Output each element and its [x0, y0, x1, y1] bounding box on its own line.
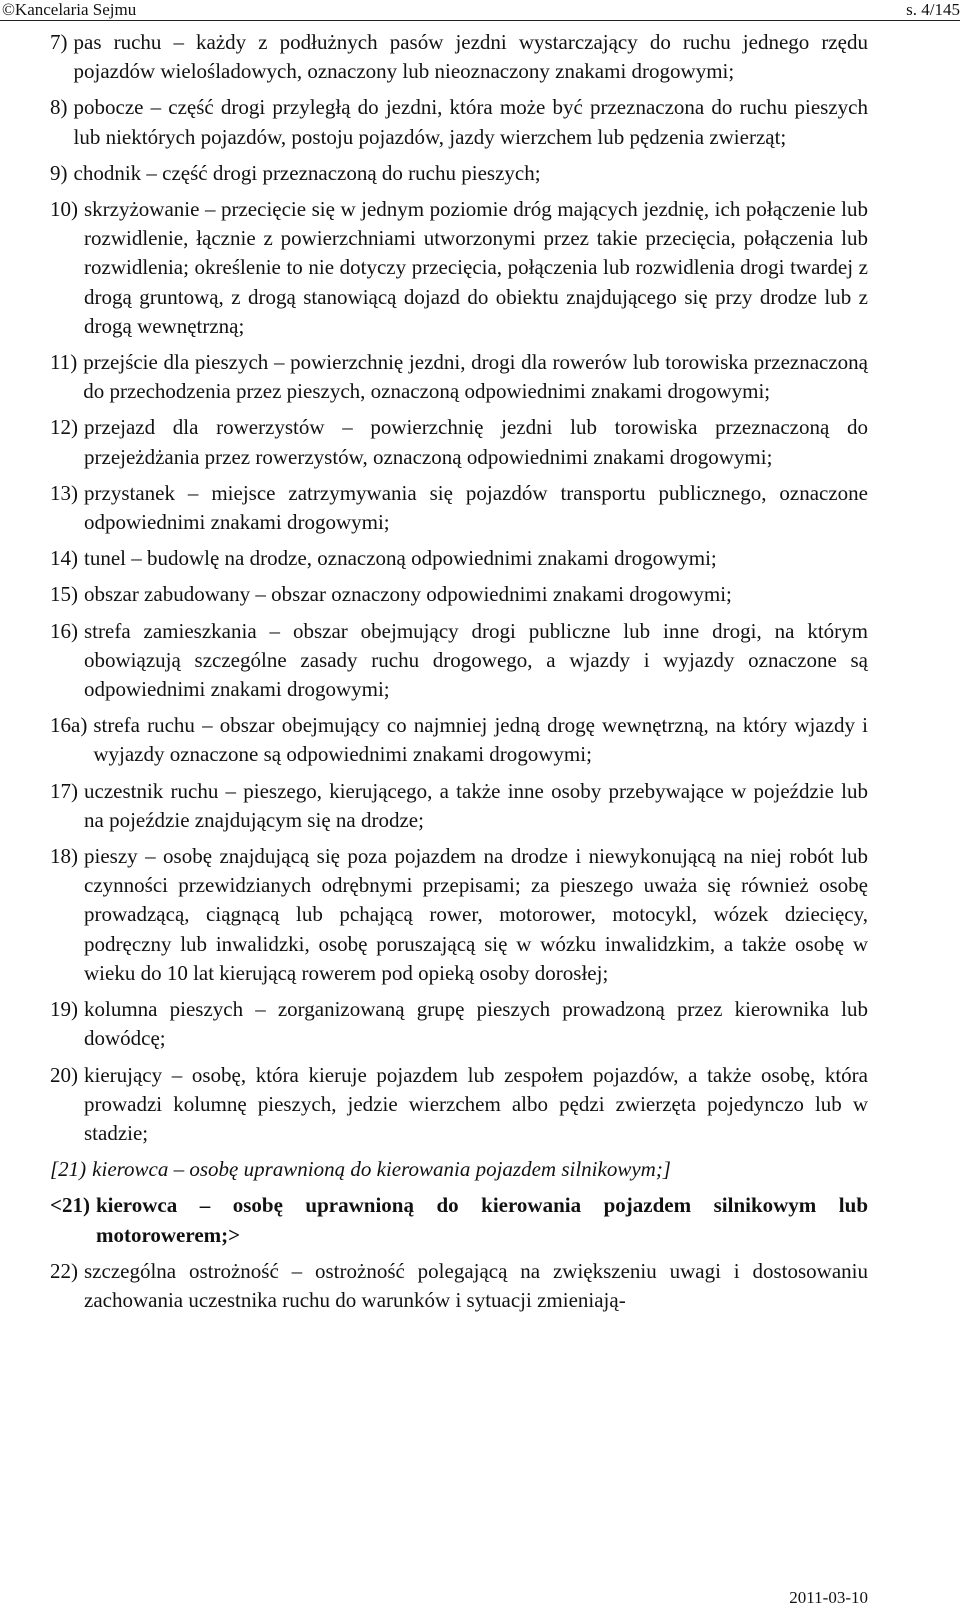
- item-text: przejście dla pieszych – powierzchnię jezdni, drogi dla rowerów lub torowiska przeznaczoną do przechodzenia przez pieszych, oznaczoną odpowiednimi znakami drogowymi;: [83, 350, 868, 404]
- item-number: 14): [50, 546, 78, 571]
- definitions-list: [50, 28, 868, 1322]
- item-number: 10): [50, 197, 78, 222]
- list-item: [50, 348, 868, 406]
- item-number: [21): [50, 1157, 87, 1182]
- item-number: 18): [50, 844, 78, 869]
- item-text: skrzyżowanie – przecięcie się w jednym poziomie dróg mających jezdnię, ich połączenie lub rozwidlenie, łącznie z powierzchniami utworzonymi przez takie przecięcia, połączenia lub rozwidlenia; określenie to nie dotyczy przecięcia, połączenia lub rozwidlenia drogi twardej z drogą gruntową, z drogą stanowiącą dojazd do obiektu znajdującego się przy drodze lub z drogą wewnętrzną;: [84, 197, 868, 338]
- item-number: 17): [50, 778, 78, 803]
- page-number: s. 4/145: [906, 0, 960, 19]
- list-item: [50, 544, 868, 573]
- copyright-label: ©Kancelaria Sejmu: [2, 0, 137, 19]
- item-text: tunel – budowlę na drodze, oznaczoną odpowiednimi znakami drogowymi;: [84, 546, 717, 571]
- list-item: [50, 580, 868, 609]
- list-item: [50, 28, 868, 86]
- list-item: [50, 1061, 868, 1149]
- list-item: [50, 995, 868, 1053]
- list-item: [50, 479, 868, 537]
- item-text: kierowca – osobę uprawnioną do kierowania pojazdem silnikowym lub motorowerem;>: [95, 1193, 868, 1247]
- item-text: pieszy – osobę znajdującą się poza pojazdem na drodze i niewykonującą na niej robót lub czynności przewidzianych odrębnymi przepisami; za pieszego uważa się również osobę prowadzącą, ciągnącą lub pchającą rower, motorower, motocykl, wózek dziecięcy, podręczny lub inwalidzki, osobę poruszającą się w wózku inwalidzkim, a także osobę w wieku do 10 lat kierującą rowerem pod opieką osoby dorosłej;: [84, 844, 868, 985]
- item-text: pas ruchu – każdy z podłużnych pasów jezdni wystarczający do ruchu jednego rzędu pojazdów wielośladowych, oznaczony lub nieoznaczony znakami drogowymi;: [73, 30, 868, 84]
- list-item-amended: [50, 1191, 868, 1249]
- list-item: [50, 1257, 868, 1315]
- item-text: obszar zabudowany – obszar oznaczony odpowiednimi znakami drogowymi;: [84, 582, 732, 607]
- item-text: pobocze – część drogi przyległą do jezdni, która może być przeznaczona do ruchu pieszych lub niektórych pojazdów, postoju pojazdów, jazdy wierzchem lub pędzenia zwierząt;: [73, 95, 868, 149]
- item-number: 9): [50, 160, 68, 185]
- item-number: 11): [50, 350, 78, 375]
- item-text: przejazd dla rowerzystów – powierzchnię jezdni lub torowiska przeznaczoną do przejeżdżania przez rowerzystów, oznaczoną odpowiednimi znakami drogowymi;: [84, 415, 868, 469]
- list-item: [50, 195, 868, 341]
- list-item: [50, 842, 868, 988]
- item-number: 16): [50, 618, 78, 643]
- list-item: [50, 159, 868, 188]
- list-item: [50, 617, 868, 705]
- list-item: [50, 413, 868, 471]
- item-text: uczestnik ruchu – pieszego, kierującego, a także inne osoby przebywające w pojeździe lub na pojeździe znajdującym się na drodze;: [84, 778, 868, 832]
- item-text: przystanek – miejsce zatrzymywania się pojazdów transportu publicznego, oznaczone odpowiednimi znakami drogowymi;: [84, 480, 868, 535]
- item-text: kierujący – osobę, która kieruje pojazdem lub zespołem pojazdów, a także osobę, która prowadzi kolumnę pieszych, jedzie wierzchem albo pędzi zwierzęta pojedynczo lub w stadzie;: [84, 1062, 868, 1145]
- item-number: 15): [50, 582, 78, 607]
- list-item: [50, 777, 868, 835]
- item-number: 16a): [50, 713, 88, 738]
- item-text: szczególna ostrożność – ostrożność polegającą na zwiększeniu uwagi i dostosowaniu zachowania uczestnika ruchu do warunków i sytuacji zmieniają-: [84, 1258, 868, 1312]
- item-text: strefa ruchu – obszar obejmujący co najmniej jedną drogę wewnętrzną, na który wjazdy i wyjazdy oznaczone są odpowiednimi znakami drogowymi;: [93, 713, 868, 767]
- item-text: strefa zamieszkania – obszar obejmujący drogi publiczne lub inne drogi, na którym obowiązują szczególne zasady ruchu drogowego, a wjazdy i wyjazdy oznaczone są odpowiednimi znakami drogowymi;: [84, 618, 868, 702]
- footer-date: 2011-03-10: [789, 1588, 868, 1607]
- item-number: 20): [50, 1062, 78, 1087]
- item-number: 12): [50, 415, 78, 440]
- item-number: 22): [50, 1258, 78, 1283]
- item-text: kolumna pieszych – zorganizowaną grupę pieszych prowadzoną przez kierownika lub dowódcę;: [84, 997, 868, 1051]
- item-number: 7): [50, 30, 68, 54]
- list-item: [50, 711, 868, 769]
- item-number: 13): [50, 480, 78, 505]
- item-number: 8): [50, 95, 68, 120]
- page-header: [0, 0, 960, 21]
- list-item-repealed: [50, 1155, 868, 1184]
- item-text: kierowca – osobę uprawnioną do kierowania pojazdem silnikowym;]: [92, 1157, 671, 1182]
- item-text: chodnik – część drogi przeznaczoną do ruchu pieszych;: [73, 160, 541, 185]
- list-item: [50, 93, 868, 151]
- item-number: <21): [50, 1193, 90, 1218]
- item-number: 19): [50, 997, 78, 1022]
